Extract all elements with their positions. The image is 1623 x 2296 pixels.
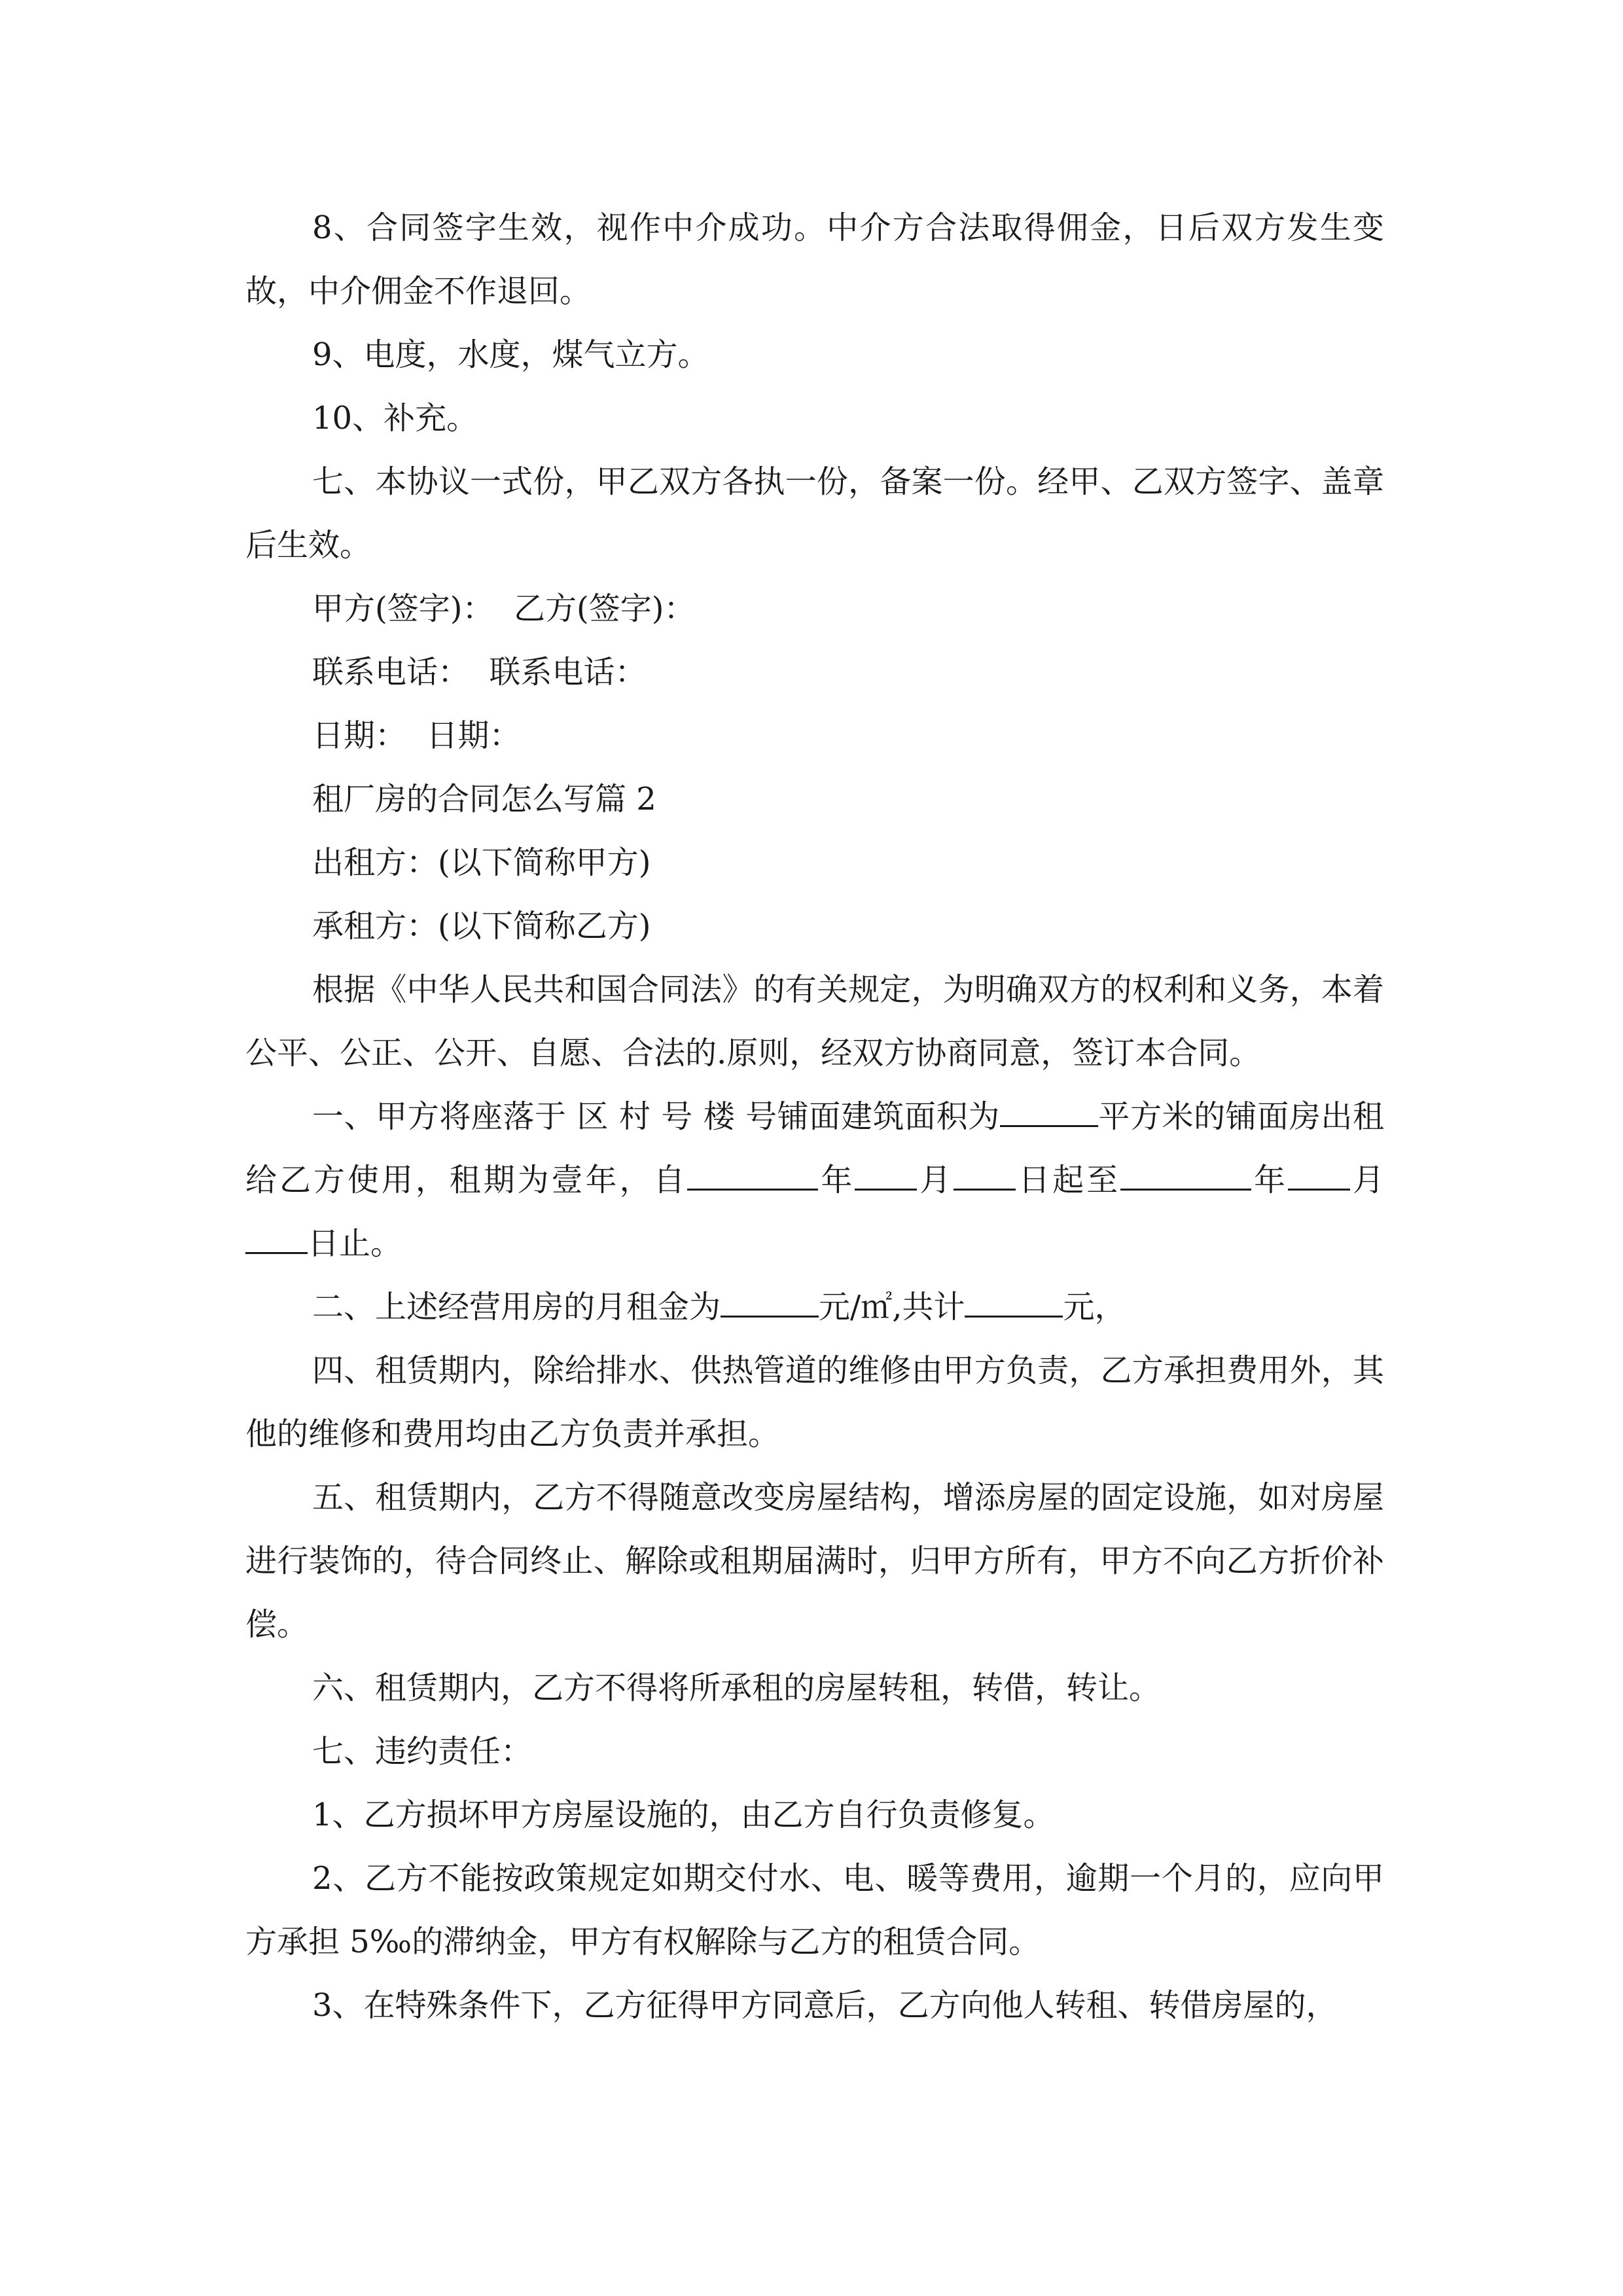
paragraph-preamble: 根据《中华人民共和国合同法》的有关规定，为明确双方的权利和义务，本着公平、公正、公开、自愿、合法的.原则，经双方协商同意，签订本合同。 [245,971,1384,1071]
paragraph-clause-four: 四、租赁期内，除给排水、供热管道的维修由甲方负责，乙方承担费用外，其他的维修和费用均由乙方负责并承担。 [245,1352,1384,1452]
paragraph-liability-1: 1、乙方损坏甲方房屋设施的，由乙方自行负责修复。 [312,1797,1055,1833]
clause-one-text-b: 平方米的铺面房出租给乙方使用，租期为壹年，自 [245,1098,1384,1198]
clause-two-text-b: 元/㎡,共计 [819,1289,965,1325]
paragraph-clause-two [245,1276,1384,1339]
paragraph-clause-8: 8、合同签字生效，视作中介成功。中介方合法取得佣金，日后双方发生变故，中介佣金不作退回。 [245,209,1384,310]
clause-two-text-c: 元， [1063,1289,1126,1325]
paragraph-clause-five: 五、租赁期内，乙方不得随意改变房屋结构，增添房屋的固定设施，如对房屋进行装饰的，待合同终止、解除或租期届满时，归甲方所有，甲方不向乙方折价补偿。 [245,1479,1384,1643]
clause-two-text-a: 二、上述经营用房的月租金为 [312,1289,721,1325]
clause-one-year1: 年 [818,1162,855,1198]
area-blank [1000,1099,1098,1127]
paragraph-clause-10: 10、补充。 [312,400,478,437]
signature-line: 甲方(签字)： 乙方(签字)： [312,590,696,627]
clause-one-text-a: 一、甲方将座落于 区 村 号 楼 号铺面建筑面积为 [312,1098,1000,1135]
paragraph-clause-one [245,1085,1384,1276]
paragraph-clause-six: 六、租赁期内，乙方不得将所承租的房屋转租，转借，转让。 [312,1670,1161,1706]
paragraph-liability-2: 2、乙方不能按政策规定如期交付水、电、暖等费用，逾期一个月的，应向甲方承担 5‰的滞纳金，甲方有权解除与乙方的租赁合同。 [245,1860,1384,1960]
start-month-blank [855,1162,917,1191]
document-body [245,196,1384,2037]
start-day-blank [954,1162,1016,1191]
clause-one-day-from: 日起至 [1016,1162,1121,1198]
start-year-blank [687,1162,818,1191]
end-month-blank [1288,1162,1350,1191]
paragraph-clause-seven-copies: 七、本协议一式份，甲乙双方各执一份，备案一份。经甲、乙双方签字、盖章后生效。 [245,463,1384,564]
paragraph-liability-3: 3、在特殊条件下，乙方征得甲方同意后，乙方向他人转租、转借房屋的， [312,1987,1338,2024]
end-year-blank [1120,1162,1251,1191]
lessee-line: 承租方：(以下简称乙方) [312,908,651,944]
rent-per-sqm-blank [721,1289,819,1318]
clause-one-month1: 月 [917,1162,954,1198]
end-day-blank [245,1226,308,1254]
phone-line: 联系电话： 联系电话： [312,654,647,691]
clause-one-year2: 年 [1251,1162,1289,1198]
clause-one-month2: 月 [1350,1162,1384,1198]
rent-total-blank [965,1289,1063,1318]
section-heading: 租厂房的合同怎么写篇 2 [312,781,656,817]
date-line: 日期： 日期： [312,717,521,754]
clause-one-day-to: 日止。 [308,1225,402,1262]
paragraph-clause-seven-liability: 七、违约责任： [312,1733,533,1770]
lessor-line: 出租方：(以下简称甲方) [312,844,651,881]
paragraph-clause-9: 9、电度，水度，煤气立方。 [312,336,709,373]
